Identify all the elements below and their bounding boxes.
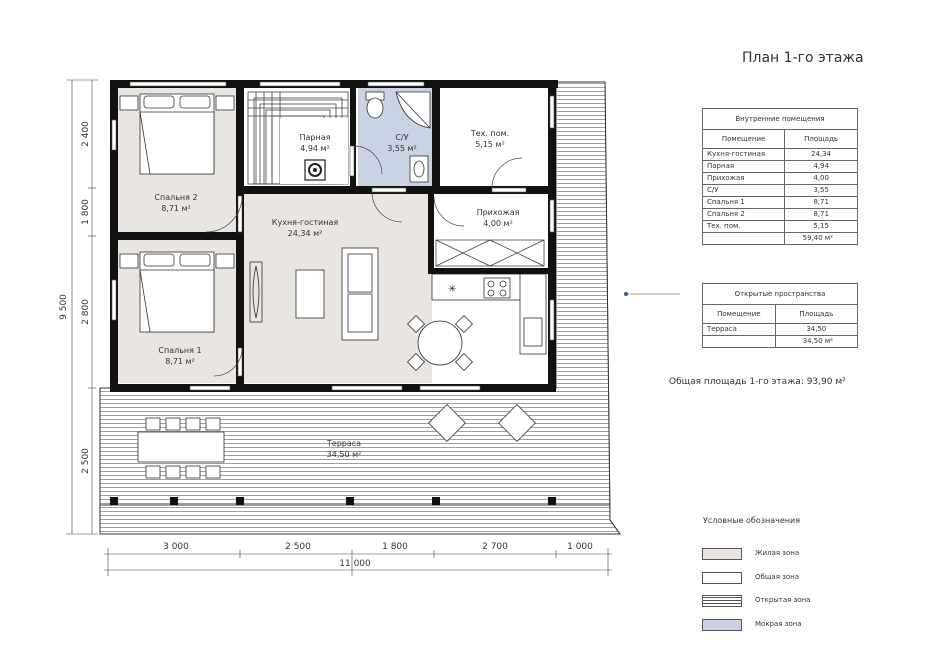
sauna-stove-icon xyxy=(305,160,325,180)
row-area: 4,94 xyxy=(785,161,858,173)
row-area: 24,34 xyxy=(785,149,858,161)
row-name: Парная xyxy=(703,161,785,173)
inner-table-title: Внутренние помещения xyxy=(703,109,858,130)
outer-table-total: 34,50 м² xyxy=(775,336,857,348)
table-row xyxy=(703,324,858,336)
room-name-steam: Парная xyxy=(299,133,331,142)
legend-label-open: Открытая зона xyxy=(755,596,811,604)
table-row xyxy=(703,173,858,185)
dim-h-5: 1 000 xyxy=(567,542,593,552)
legend-swatch-open xyxy=(702,595,742,607)
legend-title: Условные обозначения xyxy=(703,516,801,525)
tech-floor xyxy=(440,88,548,188)
total-area-label: Общая площадь 1-го этажа: 93,90 м² xyxy=(669,377,846,387)
sink-icon xyxy=(410,156,428,182)
inner-rooms-table xyxy=(702,108,858,245)
room-name-terrace: Терраса xyxy=(326,439,362,448)
row-name: Кухня-гостиная xyxy=(703,149,785,161)
table-row xyxy=(703,149,858,161)
dim-v-4: 2 500 xyxy=(81,448,91,474)
dim-h-2: 2 500 xyxy=(285,542,311,552)
grid-marker xyxy=(624,292,628,296)
room-name-bedroom1: Спальня 1 xyxy=(158,346,202,355)
sofa-icon xyxy=(342,248,378,340)
dim-v-2: 1 800 xyxy=(81,199,91,225)
row-name: Спальня 1 xyxy=(703,197,785,209)
dim-v-1: 2 400 xyxy=(81,121,91,147)
inner-table-total: 59,40 м² xyxy=(785,233,858,245)
row-area: 34,50 xyxy=(775,324,857,336)
row-area: 5,15 xyxy=(785,221,858,233)
room-area-bath: 3,55 м² xyxy=(387,144,417,153)
dim-h-3: 1 800 xyxy=(382,542,408,552)
room-area-bedroom2: 8,71 м² xyxy=(161,204,191,213)
room-area-steam: 4,94 м² xyxy=(300,144,330,153)
room-area-kitchen: 24,34 м² xyxy=(287,229,323,238)
room-area-terrace: 34,50 м² xyxy=(326,450,362,459)
row-area: 8,71 xyxy=(785,197,858,209)
table-row xyxy=(703,209,858,221)
dim-v-3: 2 800 xyxy=(81,299,91,325)
outer-table-title: Открытые пространства xyxy=(703,284,858,305)
room-name-tech: Тех. пом. xyxy=(470,129,510,138)
row-name: С/У xyxy=(703,185,785,197)
table-row xyxy=(703,221,858,233)
dim-total-vertical: 9 500 xyxy=(59,294,69,320)
legend-swatch-common xyxy=(702,572,742,584)
row-name: Терраса xyxy=(703,324,776,336)
legend-swatch-wet xyxy=(702,619,742,631)
legend-label-wet: Мокрая зона xyxy=(755,620,802,628)
room-area-hall: 4,00 м² xyxy=(483,219,513,228)
outer-col-room: Помещение xyxy=(703,305,776,324)
row-area: 4,00 xyxy=(785,173,858,185)
table-row xyxy=(703,185,858,197)
row-area: 8,71 xyxy=(785,209,858,221)
outdoor-spaces-table xyxy=(702,283,858,348)
room-area-bedroom1: 8,71 м² xyxy=(165,357,195,366)
dim-h-1: 3 000 xyxy=(163,542,189,552)
outer-col-area: Площадь xyxy=(775,305,857,324)
row-name: Тех. пом. xyxy=(703,221,785,233)
row-name: Прихожая xyxy=(703,173,785,185)
table-row xyxy=(703,161,858,173)
legend-swatch-living xyxy=(702,548,742,560)
legend-label-common: Общая зона xyxy=(755,573,800,581)
page-title: План 1-го этажа xyxy=(742,50,864,66)
coffee-table xyxy=(296,270,324,318)
dim-total-horizontal: 11 000 xyxy=(339,559,371,569)
table-row xyxy=(703,197,858,209)
inner-col-room: Помещение xyxy=(703,130,785,149)
inner-col-area: Площадь xyxy=(785,130,858,149)
row-area: 3,55 xyxy=(785,185,858,197)
row-name: Спальня 2 xyxy=(703,209,785,221)
dim-h-4: 2 700 xyxy=(482,542,508,552)
svg-text:✳: ✳ xyxy=(448,284,457,295)
legend-label-living: Жилая зона xyxy=(755,549,800,557)
room-name-bedroom2: Спальня 2 xyxy=(154,193,198,202)
room-name-kitchen: Кухня-гостиная xyxy=(271,218,339,227)
room-area-tech: 5,15 м² xyxy=(475,140,505,149)
room-name-bath: С/У xyxy=(395,133,409,142)
room-name-hall: Прихожая xyxy=(476,208,520,217)
toilet-icon xyxy=(366,92,384,118)
